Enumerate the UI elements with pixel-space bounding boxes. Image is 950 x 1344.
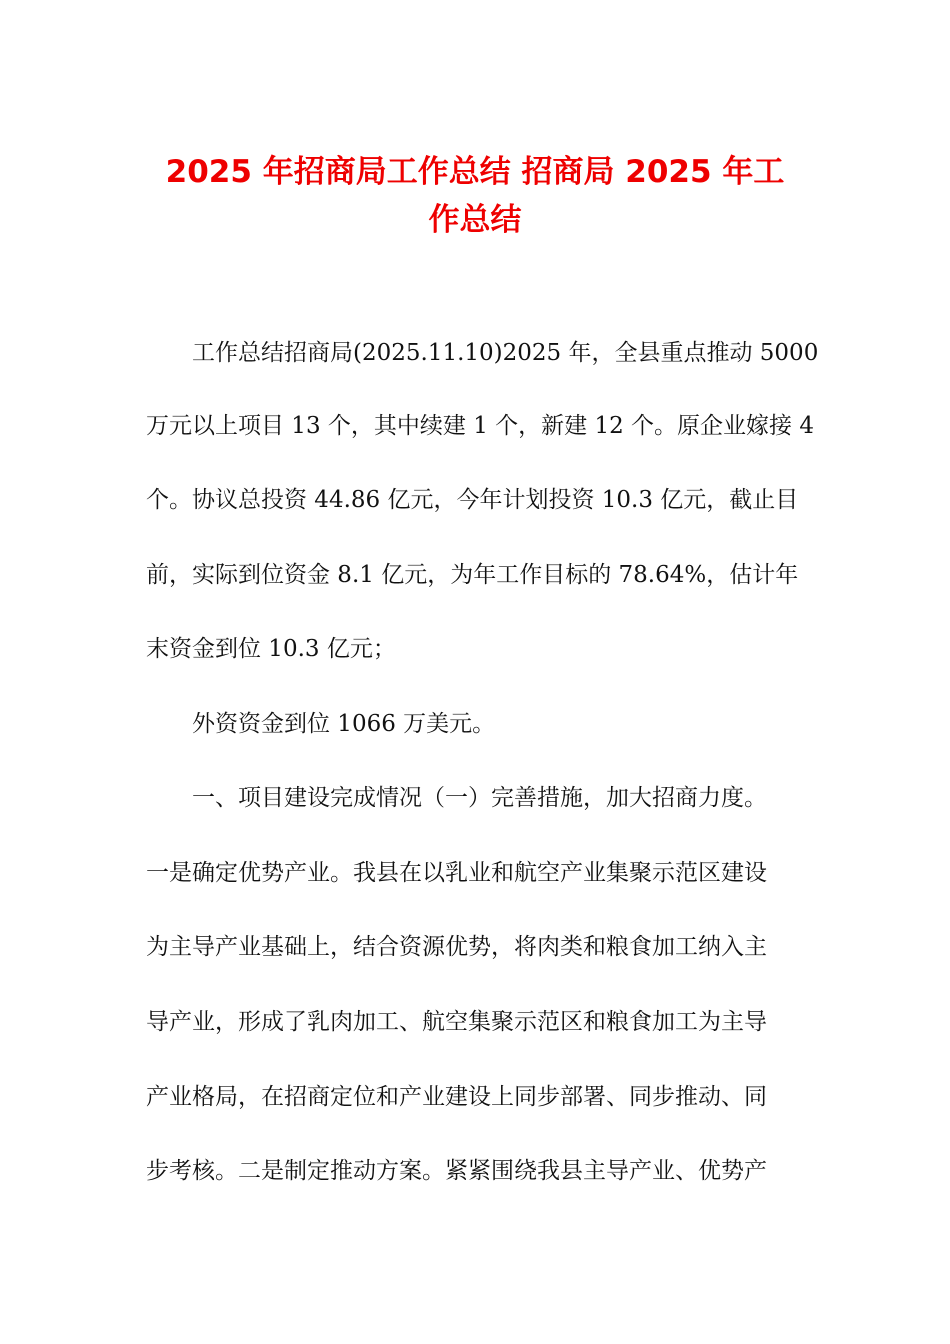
document-title-line-2: 作总结	[428, 202, 522, 238]
body-line-text: 一是确定优势产业。我县在以乳业和航空产业集聚示范区建设	[146, 860, 767, 886]
body-line	[0, 629, 950, 669]
body-line	[0, 927, 950, 967]
body-line	[0, 480, 950, 520]
body-line-text: 步考核。二是制定推动方案。紧紧围绕我县主导产业、优势产	[146, 1158, 767, 1184]
body-line-text: 为主导产业基础上，结合资源优势，将肉类和粮食加工纳入主	[146, 934, 767, 960]
body-line-text: 导产业，形成了乳肉加工、航空集聚示范区和粮食加工为主导	[146, 1009, 767, 1035]
body-line	[0, 333, 950, 373]
body-line	[0, 555, 950, 595]
body-line	[0, 778, 950, 818]
body-line	[0, 406, 950, 446]
body-line-text: 产业格局，在招商定位和产业建设上同步部署、同步推动、同	[146, 1084, 767, 1110]
body-line	[0, 1077, 950, 1117]
body-line-text: 外资资金到位 1066 万美元。	[192, 711, 496, 737]
body-line-text: 一、项目建设完成情况（一）完善措施，加大招商力度。	[192, 785, 767, 811]
body-line-text: 万元以上项目 13 个，其中续建 1 个，新建 12 个。原企业嫁接 4	[146, 413, 814, 439]
body-line-text: 工作总结招商局(2025.11.10)2025 年，全县重点推动 5000	[192, 340, 819, 366]
body-line-text: 前，实际到位资金 8.1 亿元，为年工作目标的 78.64%，估计年	[146, 562, 799, 588]
body-line-text: 末资金到位 10.3 亿元；	[146, 636, 396, 662]
body-line	[0, 704, 950, 744]
body-line	[0, 1002, 950, 1042]
body-line	[0, 853, 950, 893]
body-line-text: 个。协议总投资 44.86 亿元，今年计划投资 10.3 亿元，截止目	[146, 487, 799, 513]
body-line	[0, 1151, 950, 1191]
document-title-line-1: 2025 年招商局工作总结 招商局 2025 年工	[165, 154, 785, 190]
